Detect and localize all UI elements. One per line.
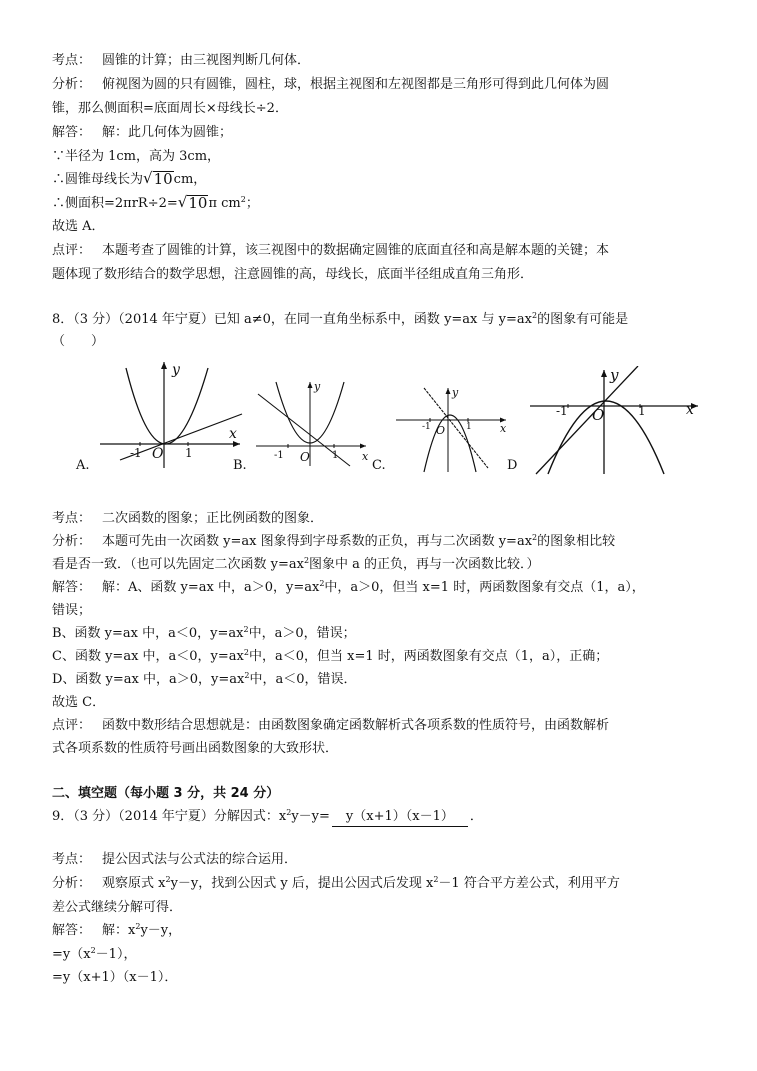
fill-in-answer: y（x+1）（x－1） <box>332 808 468 827</box>
q7-kaodian-text: 圆锥的计算；由三视图判断几何体． <box>102 53 311 68</box>
superscript: 2 <box>243 625 249 634</box>
q9-fenxi-text-1c: －1 符合平方差公式，利用平方 <box>438 876 620 891</box>
q7-dianping-text-2: 题体现了数形结合的数学思想，注意圆锥的高，母线长，底面半径组成直角三角形． <box>52 267 534 282</box>
q7-dianping-text-1: 本题考查了圆锥的计算，该三视图中的数据确定圆锥的底面直径和高是解本题的关键；本 <box>102 243 610 258</box>
tick-label-neg1: -1 <box>274 450 284 461</box>
q8-stem-line <box>52 311 628 329</box>
superscript: 2 <box>135 922 141 931</box>
tick-label-neg1: -1 <box>556 404 568 418</box>
kaodian-label: 考点： <box>52 511 92 526</box>
q9-jieda-text-2b: －1）， <box>95 947 137 962</box>
q7-jieda-text-3b: cm， <box>173 172 207 187</box>
tick-label-1: 1 <box>332 450 339 461</box>
q9-jieda-text-2a: =y（x <box>52 947 91 962</box>
tick-label-neg1: -1 <box>130 446 142 460</box>
q7-jieda-line-3 <box>52 170 206 189</box>
q7-dianping-line-1 <box>52 242 609 260</box>
q8-answer-paren: （ ） <box>52 334 105 349</box>
q9-jieda-line-3 <box>52 969 177 987</box>
q7-jieda-text-4a: ∴侧面积=2πrR÷2= <box>52 196 178 211</box>
q9-fenxi-text-1a: 观察原式 x <box>102 876 166 891</box>
q9-fenxi-text-2: 差公式继续分解可得． <box>52 900 183 915</box>
q8-jieda-text-1a: 解：A、函数 y=ax 中，a＞0，y=ax <box>102 580 320 595</box>
superscript: 2 <box>90 946 96 955</box>
q8-kaodian-text: 二次函数的图象；正比例函数的图象． <box>102 511 324 526</box>
superscript: 2 <box>433 875 439 884</box>
graph-b-svg <box>252 378 372 468</box>
q9-stem-text-b: y－y= <box>291 809 330 824</box>
section-title: 二、填空题（每小题 3 分，共 24 分） <box>52 786 280 801</box>
x-axis-label: x <box>500 422 507 435</box>
x-axis-label: x <box>229 426 237 442</box>
q8-dianping-text-2: 式各项系数的性质符号画出函数图象的大致形状． <box>52 741 339 756</box>
q9-jieda-line-2 <box>52 946 136 964</box>
q8-kaodian-line <box>52 510 323 528</box>
dianping-label: 点评： <box>52 718 92 733</box>
tick-label-neg1: -1 <box>422 422 431 432</box>
q8-jieda-text-4b: 中，a＜0，但当 x=1 时，两函数图象有交点（1，a），正确； <box>248 649 609 664</box>
q7-jieda-line-5 <box>52 218 105 236</box>
q9-jieda-text-3: =y（x+1）（x－1）． <box>52 970 178 985</box>
q8-jieda-line-6 <box>52 694 105 712</box>
option-label-d: D <box>507 458 518 473</box>
q7-fenxi-line-2 <box>52 100 288 118</box>
q9-fenxi-text-1b: y－y，找到公因式 y 后，提出公因式后发现 x <box>170 876 434 891</box>
kaodian-label: 考点： <box>52 53 92 68</box>
graph-option-d <box>528 366 700 476</box>
jieda-label: 解答： <box>52 125 92 140</box>
option-label-c: C. <box>372 458 386 473</box>
q7-jieda-line-2 <box>52 148 220 166</box>
q9-stem-end: ． <box>469 809 483 824</box>
q7-jieda-text-4b: π cm <box>208 196 241 211</box>
q8-jieda-text-3b: 中，a＞0，错误； <box>248 626 356 641</box>
q8-jieda-line-3 <box>52 625 356 643</box>
graph-option-a <box>96 360 246 472</box>
tick-label-1: 1 <box>466 422 472 432</box>
q8-stem-text-b: 的图象有可能是 <box>537 312 629 327</box>
graph-c-svg <box>392 384 510 474</box>
q7-jieda-text-5: 故选 A． <box>52 219 105 234</box>
q7-jieda-line-1 <box>52 124 232 142</box>
q7-jieda-text-1: 解：此几何体为圆锥； <box>102 125 233 140</box>
origin-label: O <box>152 446 164 462</box>
q8-dianping-line-2 <box>52 740 338 758</box>
q8-jieda-text-2: 错误； <box>52 603 92 618</box>
y-axis-label: y <box>610 366 619 384</box>
q7-fenxi-text-1: 俯视图为圆的只有圆锥，圆柱，球，根据主视图和左视图都是三角形可得到此几何体为圆 <box>102 77 610 92</box>
q8-fenxi-line-1 <box>52 533 615 551</box>
q7-jieda-text-3a: ∴圆锥母线长为 <box>52 172 144 187</box>
q7-kaodian-line <box>52 52 310 70</box>
q7-dianping-line-2 <box>52 266 533 284</box>
q7-jieda-text-4c: ； <box>245 196 259 211</box>
q8-dianping-line-1 <box>52 717 609 735</box>
radicand: 10 <box>153 170 173 188</box>
q8-stem-paren-line <box>52 333 104 351</box>
fenxi-label: 分析： <box>52 534 92 549</box>
tick-label-1: 1 <box>185 446 193 460</box>
x-axis-label: x <box>686 402 694 418</box>
q9-fenxi-line-1 <box>52 875 620 893</box>
q8-jieda-text-1b: 中，a＞0，但当 x=1 时，两函数图象有交点（1，a）， <box>324 580 645 595</box>
q8-fenxi-text-1b: 的图象相比较 <box>537 534 616 549</box>
superscript: 2 <box>531 311 538 320</box>
origin-label: O <box>436 424 446 437</box>
q9-kaodian-line <box>52 851 297 869</box>
graph-a-svg <box>96 360 246 472</box>
q7-fenxi-line-1 <box>52 76 609 94</box>
q8-fenxi-text-2b: 图象中 a 的正负，再与一次函数比较．） <box>309 557 540 572</box>
y-axis-label: y <box>452 386 459 399</box>
option-label-b: B. <box>233 458 247 473</box>
tick-label-1: 1 <box>638 404 646 418</box>
q8-jieda-line-2 <box>52 602 91 620</box>
q9-jieda-text-1a: 解：x <box>102 923 136 938</box>
q8-jieda-text-4a: C、函数 y=ax 中，a＜0，y=ax <box>52 649 244 664</box>
radicand: 10 <box>188 194 208 212</box>
q8-fenxi-line-2 <box>52 556 540 574</box>
graph-option-c <box>392 384 510 474</box>
q8-jieda-line-1 <box>52 579 645 597</box>
graph-option-b <box>252 378 372 468</box>
q7-jieda-line-4 <box>52 194 259 213</box>
q8-jieda-line-4 <box>52 648 608 666</box>
q7-fenxi-text-2: 锥，那么侧面积=底面周长×母线长÷2． <box>52 101 288 116</box>
q8-fenxi-text-2a: 看是否一致．（也可以先固定二次函数 y=ax <box>52 557 304 572</box>
origin-label: O <box>592 406 605 424</box>
q8-jieda-text-5b: 中，a＜0，错误． <box>249 672 357 687</box>
jieda-label: 解答： <box>52 923 92 938</box>
dianping-label: 点评： <box>52 243 92 258</box>
q9-stem-text-a: 9．（3 分）（2014 年宁夏）分解因式：x <box>52 809 287 824</box>
q8-jieda-text-6: 故选 C． <box>52 695 106 710</box>
sqrt-expression: √ 10 <box>177 193 208 212</box>
superscript: 2 <box>165 875 171 884</box>
superscript: 2 <box>243 648 249 657</box>
q9-stem-line <box>52 808 483 827</box>
kaodian-label: 考点： <box>52 852 92 867</box>
superscript: 2 <box>240 195 246 204</box>
superscript: 2 <box>319 579 325 588</box>
sqrt-expression: √ 10 <box>143 169 173 188</box>
q8-jieda-line-5 <box>52 671 356 689</box>
q8-stem-text-a: 8．（3 分）（2014 年宁夏）已知 a≠0，在同一直角坐标系中，函数 y=ax 与 y=ax <box>52 312 532 327</box>
y-axis-label: y <box>172 362 180 378</box>
x-axis-label: x <box>362 450 369 463</box>
superscript: 2 <box>303 556 310 565</box>
fenxi-label: 分析： <box>52 876 92 891</box>
q9-jieda-line-1 <box>52 922 181 940</box>
origin-label: O <box>300 450 310 464</box>
superscript: 2 <box>532 533 538 542</box>
jieda-label: 解答： <box>52 580 92 595</box>
q9-jieda-text-1b: y－y， <box>140 923 182 938</box>
q7-jieda-text-2: ∵半径为 1cm，高为 3cm， <box>52 149 221 164</box>
superscript: 2 <box>286 808 292 817</box>
q9-kaodian-text: 提公因式法与公式法的综合运用． <box>102 852 298 867</box>
q8-jieda-text-5a: D、函数 y=ax 中，a＞0，y=ax <box>52 672 245 687</box>
y-axis-label: y <box>314 380 321 393</box>
q8-fenxi-text-1a: 本题可先由一次函数 y=ax 图象得到字母系数的正负，再与二次函数 y=ax <box>102 534 533 549</box>
fenxi-label: 分析： <box>52 77 92 92</box>
q9-fenxi-line-2 <box>52 899 182 917</box>
option-label-a: A. <box>76 458 90 473</box>
q8-jieda-text-3a: B、函数 y=ax 中，a＜0，y=ax <box>52 626 244 641</box>
q8-dianping-text-1: 函数中数形结合思想就是：由函数图象确定函数解析式各项系数的性质符号，由函数解析 <box>102 718 610 733</box>
superscript: 2 <box>244 671 250 680</box>
